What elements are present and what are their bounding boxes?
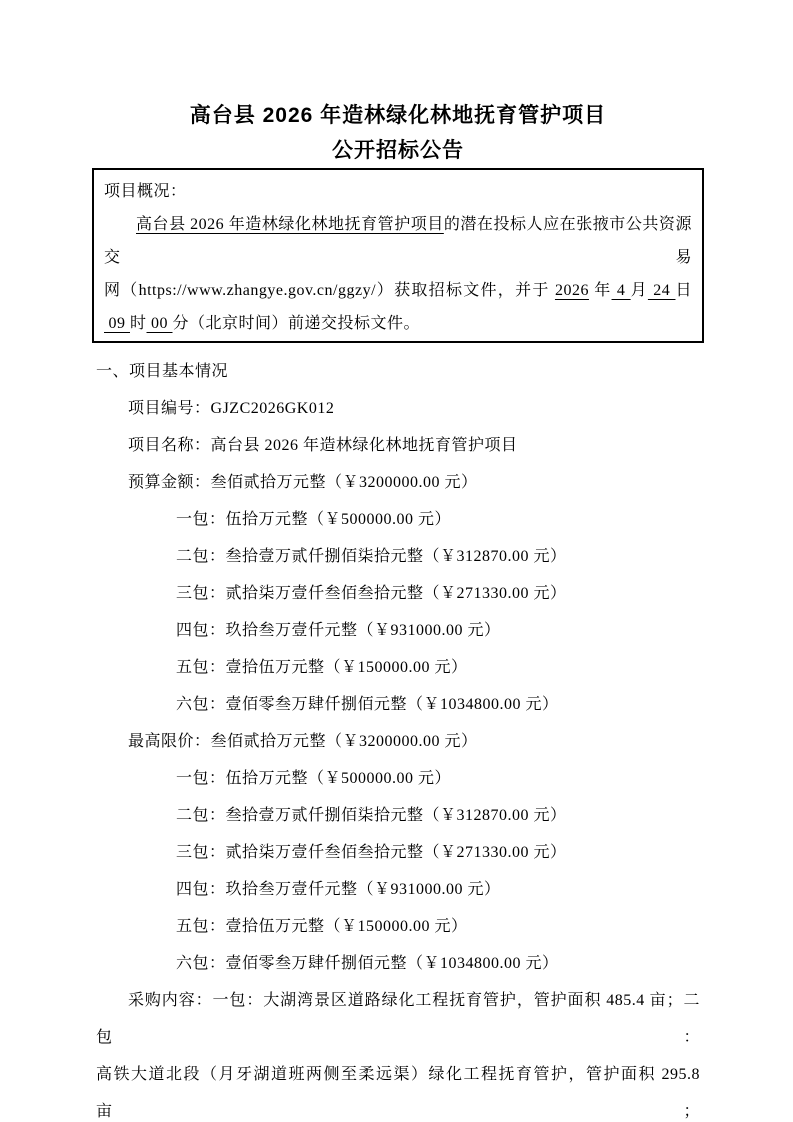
field-label: 一包： <box>176 770 226 787</box>
field-line <box>96 390 700 427</box>
field-value: 壹佰零叁万肆仟捌佰元整（￥1034800.00 元） <box>225 955 559 972</box>
paragraph-line <box>96 1056 705 1122</box>
overview-paragraph <box>104 208 692 340</box>
field-label: 三包： <box>176 585 226 602</box>
field-lines <box>96 390 700 982</box>
field-line <box>96 575 700 612</box>
field-value: 壹拾伍万元整（￥150000.00 元） <box>225 918 468 935</box>
field-label: 预算金额： <box>128 474 211 491</box>
paragraph-line <box>104 208 692 274</box>
field-line <box>96 686 700 723</box>
field-value: GJZC2026GK012 <box>210 400 335 417</box>
field-value: 贰拾柒万壹仟叁佰叁拾元整（￥271330.00 元） <box>225 585 567 602</box>
paragraph-text: 采购内容：一包：大湖湾景区道路绿化工程抚育管护，管护面积 485.4 亩；二包： <box>96 992 700 1046</box>
field-value: 叁拾壹万贰仟捌佰柒拾元整（￥312870.00 元） <box>225 548 567 565</box>
field-line <box>96 501 700 538</box>
document-title <box>96 98 700 168</box>
underlined-blank-text: 24 <box>647 282 676 299</box>
underlined-blank-text: 高台县 2026 年造林绿化林地抚育管护项目 <box>136 216 444 233</box>
paragraph-line <box>104 307 692 340</box>
paragraph-line <box>96 982 700 1056</box>
field-value: 叁佰贰拾万元整（￥3200000.00 元） <box>210 474 478 491</box>
project-overview-box <box>92 168 704 343</box>
field-label: 项目名称： <box>128 437 211 454</box>
field-line <box>96 760 700 797</box>
paragraph-text: 的潜在投标人应在张掖市公共资源交易 <box>104 216 692 266</box>
section-basic-info <box>96 353 705 1122</box>
document-title-line1: 高台县 2026 年造林绿化林地抚育管护项目 <box>189 104 607 127</box>
underlined-blank-text: 4 <box>611 282 631 299</box>
overview-label: 项目概况： <box>104 183 187 200</box>
field-label: 最高限价： <box>128 733 211 750</box>
field-label: 二包： <box>176 807 226 824</box>
field-value: 叁拾壹万贰仟捌佰柒拾元整（￥312870.00 元） <box>225 807 567 824</box>
field-line <box>96 871 700 908</box>
underlined-blank-text: 00 <box>146 315 173 332</box>
field-label: 四包： <box>176 622 226 639</box>
field-value: 贰拾柒万壹仟叁佰叁拾元整（￥271330.00 元） <box>225 844 567 861</box>
field-value: 壹拾伍万元整（￥150000.00 元） <box>225 659 468 676</box>
paragraph-text: 分（北京时间）前递交投标文件。 <box>172 315 421 332</box>
field-value: 壹佰零叁万肆仟捌佰元整（￥1034800.00 元） <box>225 696 559 713</box>
field-label: 五包： <box>176 918 226 935</box>
document-title-line2: 公开招标公告 <box>332 139 464 162</box>
underlined-blank-text: 09 <box>104 315 130 332</box>
field-label: 六包： <box>176 955 226 972</box>
field-value: 玖拾叁万壹仟元整（￥931000.00 元） <box>225 622 501 639</box>
paragraph-line <box>104 274 692 307</box>
paragraph-text: 月 <box>630 282 648 299</box>
field-line <box>96 538 700 575</box>
field-label: 二包： <box>176 548 226 565</box>
field-label: 项目编号： <box>128 400 211 417</box>
paragraph-text: 日 <box>675 282 692 299</box>
field-label: 六包： <box>176 696 226 713</box>
field-line <box>96 612 700 649</box>
field-line <box>96 723 700 760</box>
section-heading: 一、项目基本情况 <box>96 363 229 380</box>
field-value: 高台县 2026 年造林绿化林地抚育管护项目 <box>210 437 518 454</box>
field-value: 伍拾万元整（￥500000.00 元） <box>225 511 452 528</box>
field-label: 四包： <box>176 881 226 898</box>
field-label: 三包： <box>176 844 226 861</box>
field-value: 玖拾叁万壹仟元整（￥931000.00 元） <box>225 881 501 898</box>
field-line <box>96 649 700 686</box>
field-line <box>96 797 700 834</box>
paragraph-text: 时 <box>130 315 147 332</box>
field-line <box>96 464 700 501</box>
paragraph-text: 高铁大道北段（月牙湖道班两侧至柔远渠）绿化工程抚育管护，管护面积 295.8 亩； <box>96 1066 705 1120</box>
field-value: 伍拾万元整（￥500000.00 元） <box>225 770 452 787</box>
field-value: 叁佰贰拾万元整（￥3200000.00 元） <box>210 733 478 750</box>
underlined-blank-text: 2026 <box>554 282 589 299</box>
procurement-paragraph <box>96 982 705 1122</box>
field-label: 一包： <box>176 511 226 528</box>
field-line <box>96 908 700 945</box>
field-line <box>96 945 700 982</box>
paragraph-text: 年 <box>588 282 612 299</box>
field-line <box>96 427 700 464</box>
paragraph-text: 网（https://www.zhangye.gov.cn/ggzy/）获取招标文件，并于 <box>104 282 555 299</box>
field-line <box>96 834 700 871</box>
field-label: 五包： <box>176 659 226 676</box>
